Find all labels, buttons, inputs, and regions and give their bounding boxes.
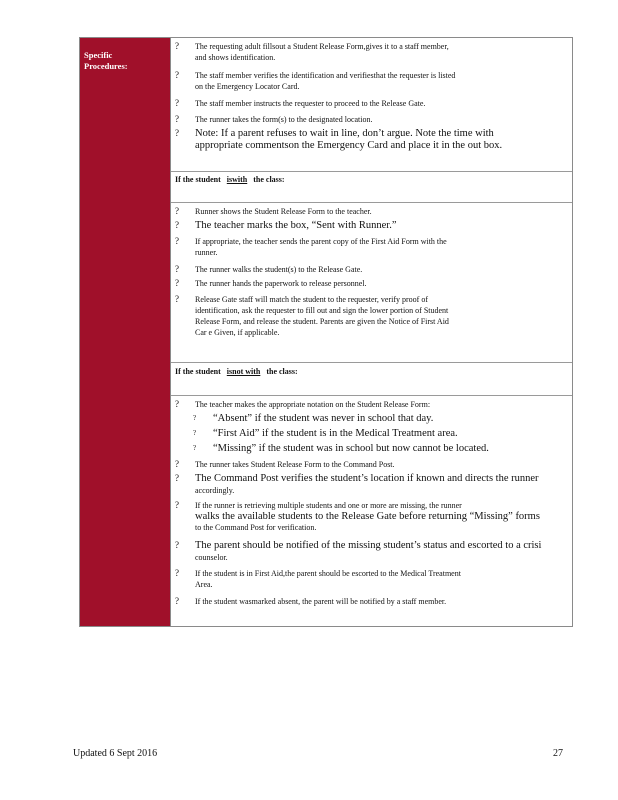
sidebar-label-cell — [80, 38, 170, 626]
text-line: The Command Post verifies the student’s location if known and directs the runner — [195, 473, 539, 484]
bullet-icon: ? — [175, 41, 179, 51]
list-item-text — [195, 236, 570, 258]
bullet-icon: ? — [175, 236, 179, 246]
text-line: If the student wasmarked absent, the parent will be notified by a staff member. — [195, 597, 447, 606]
bullet-icon: ? — [175, 70, 179, 80]
text-line: Car e Given, if applicable. — [195, 328, 280, 337]
text-line: and shows identification. — [195, 53, 276, 62]
text-line: Release Gate staff will match the student to the requester, verify proof of — [195, 295, 429, 304]
list-item-text — [195, 473, 570, 497]
bullet-icon: ? — [175, 206, 179, 216]
divider — [171, 202, 572, 203]
bullet-icon: ? — [175, 294, 179, 304]
list-item-text — [195, 70, 570, 92]
bullet-icon: ? — [193, 429, 197, 437]
text-line: The staff member verifies the identification and verifiesthat the requester is listed — [195, 71, 456, 80]
text-line: If the student is in First Aid,the parent should be escorted to the Medical Treatment — [195, 569, 461, 578]
bullet-icon: ? — [175, 278, 179, 288]
text-line: to the Command Post for verification. — [195, 523, 317, 532]
divider — [171, 362, 572, 363]
text-line: counselor. — [195, 553, 228, 562]
text-line: The runner takes the form(s) to the designated location. — [195, 115, 373, 124]
bullet-icon: ? — [175, 114, 179, 124]
text-line: If the runner is retrieving multiple students and one or more are missing, the runner — [195, 501, 462, 510]
text-line: on the Emergency Locator Card. — [195, 82, 300, 91]
bullet-icon: ? — [175, 596, 179, 606]
text-line: “First Aid” if the student is in the Medical Treatment area. — [213, 428, 458, 439]
text-line: runner. — [195, 248, 218, 257]
list-item-text — [195, 500, 570, 533]
list-item-text — [195, 98, 570, 109]
list-item-text — [195, 206, 570, 217]
header-not-with-class: If the student isnot with the class: — [175, 367, 298, 376]
bullet-icon: ? — [175, 459, 179, 469]
text-line: identification, ask the requester to fill out and sign the lower portion of Student — [195, 306, 449, 315]
list-item-text — [213, 413, 570, 425]
text-line: The parent should be notified of the missing student’s status and escorted to a crisi — [195, 540, 542, 551]
bullet-icon: ? — [175, 399, 179, 409]
bullet-icon: ? — [175, 500, 179, 510]
text-line: The requesting adult fillsout a Student Release Form,gives it to a staff member, — [195, 42, 449, 51]
list-item-text — [213, 443, 570, 455]
text-line: accordingly. — [195, 486, 235, 495]
bullet-icon: ? — [175, 568, 179, 578]
header-with-class: If the student iswith the class: — [175, 175, 285, 184]
list-item-text — [195, 41, 570, 63]
text-line: If appropriate, the teacher sends the parent copy of the First Aid Form with the — [195, 237, 447, 246]
list-item-text — [195, 399, 570, 410]
text-line: The runner takes Student Release Form to the Command Post. — [195, 460, 395, 469]
list-item-text — [195, 114, 570, 125]
text-line: The staff member instructs the requester to proceed to the Release Gate. — [195, 99, 426, 108]
text-line: Area. — [195, 580, 213, 589]
bullet-icon: ? — [175, 473, 179, 483]
list-item-text — [195, 540, 570, 564]
divider — [171, 395, 572, 396]
text-line: Note: If a parent refuses to wait in line, don’t argue. Note the time with — [195, 128, 494, 139]
text-line: Release Form, and release the student. Parents are given the Notice of First Aid — [195, 317, 449, 326]
bullet-icon: ? — [193, 444, 197, 452]
list-item-text — [195, 278, 570, 289]
bullet-icon: ? — [175, 264, 179, 274]
procedures-content — [170, 38, 572, 626]
text-line: The runner walks the student(s) to the Release Gate. — [195, 265, 363, 274]
text-line: walks the available students to the Release Gate before returning “Missing” forms — [195, 511, 540, 522]
footer-updated: Updated 6 Sept 2016 — [73, 748, 158, 759]
page-number: 27 — [553, 748, 563, 759]
list-item-text — [195, 568, 570, 590]
bullet-icon: ? — [175, 540, 179, 550]
list-item-text — [195, 128, 570, 152]
bullet-icon: ? — [175, 98, 179, 108]
procedures-table — [79, 37, 573, 627]
list-item-text — [195, 220, 570, 232]
text-line: The teacher marks the box, “Sent with Runner.” — [195, 220, 397, 231]
bullet-icon: ? — [193, 414, 197, 422]
bullet-icon: ? — [175, 128, 179, 138]
bullet-icon: ? — [175, 220, 179, 230]
text-line: “Absent” if the student was never in school that day. — [213, 413, 434, 424]
sidebar-label: Specific Procedures: — [84, 50, 128, 71]
list-item-text — [195, 294, 570, 338]
divider — [171, 171, 572, 172]
text-line: Runner shows the Student Release Form to the teacher. — [195, 207, 372, 216]
text-line: “Missing” if the student was in school but now cannot be located. — [213, 443, 489, 454]
text-line: The teacher makes the appropriate notation on the Student Release Form: — [195, 400, 431, 409]
list-item-text — [195, 459, 570, 470]
list-item-text — [213, 428, 570, 440]
text-line: appropriate commentson the Emergency Card and place it in the out box. — [195, 140, 503, 151]
text-line: The runner hands the paperwork to release personnel. — [195, 279, 367, 288]
list-item-text — [195, 264, 570, 275]
list-item-text — [195, 596, 570, 607]
